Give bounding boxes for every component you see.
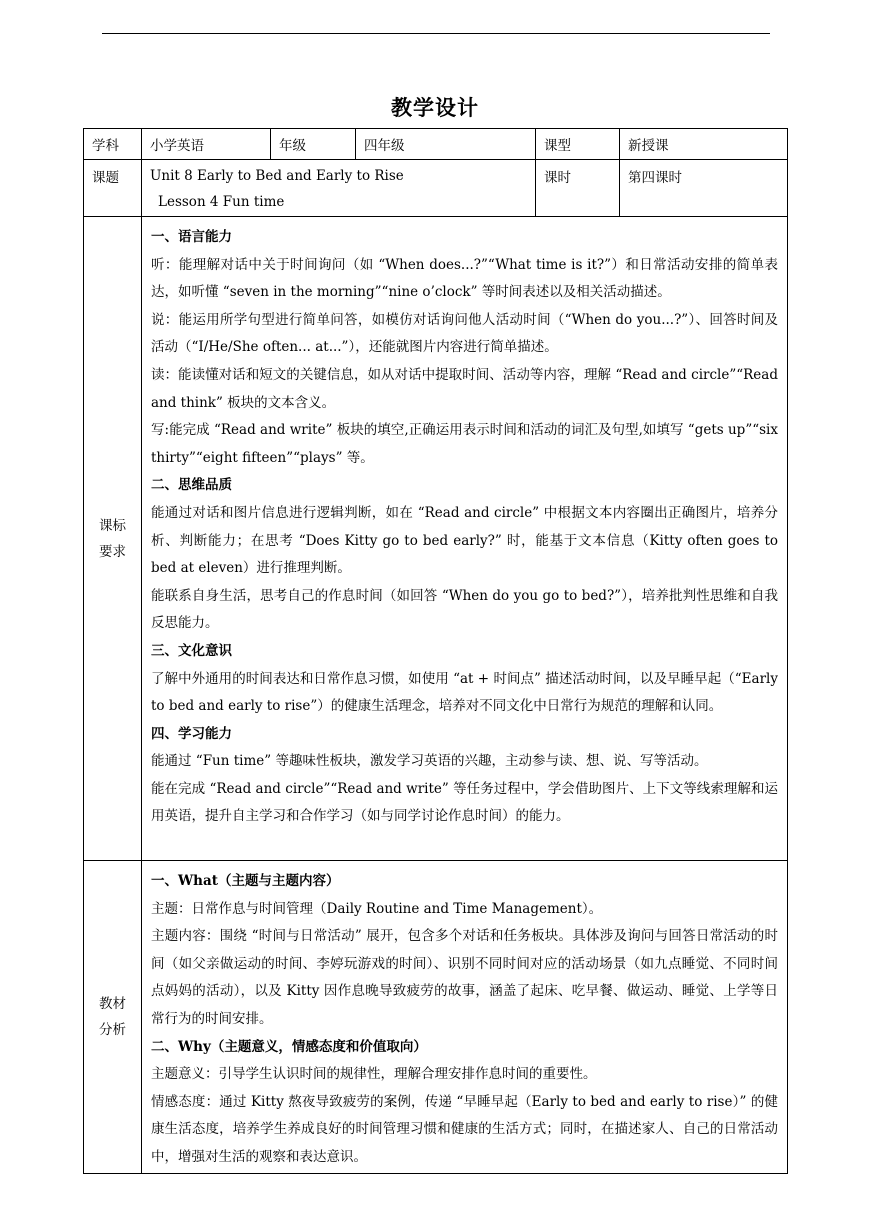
unit-title: Unit 8 Early to Bed and Early to Rise [150,168,404,184]
goals-section-heading: 一、语言能力 [151,229,232,245]
topic-label-cell [84,160,142,217]
analysis-paragraph: 主题意义：引导学生认识时间的规律性，理解合理安排作息时间的重要性。 [151,1066,597,1083]
analysis-section-heading: 一、What（主题与主题内容） [151,873,340,889]
goals-section-heading: 四、学习能力 [151,725,232,742]
lesson-plan-table [83,128,788,1174]
analysis-paragraph: 主题内容：围绕 “时间与日常活动” 展开，包含多个对话和任务板块。具体涉及询问与回答日常活动的时间（如父亲做运动的时间、李婷玩游戏的时间）、识别不同时间对应的活动场景（如九点睡觉、不同时间点妈妈的活动），以及 Kitty 因作息晚导致疲劳的故事，涵盖了起床、吃早餐、做运动、睡觉、上学等日常行为的时间安排。 [151,928,778,1027]
goals-section-heading: 三、文化意识 [151,642,232,659]
analysis-content [142,861,788,1174]
goals-paragraph: 说：能运用所学句型进行简单问答，如模仿对话询问他人活动时间（“When do you...?”）、回答时间及活动（“I/He/She often... at...”），还能就图片内容进行简单描述。 [151,311,778,356]
period-value-cell [620,160,788,217]
subject-label-cell [84,129,142,160]
subject-value-cell [142,129,271,160]
grade-value-cell [356,129,536,160]
subject-value: 小学英语 [150,138,204,154]
analysis-label-line1: 教材 [99,996,126,1012]
header-rule [102,33,770,34]
goals-paragraph: 读：能读懂对话和短文的关键信息，如从对话中提取时间、活动等内容，理解 “Read and circle”“Read and think” 板块的文本含义。 [151,366,778,411]
grade-label: 年级 [279,138,306,154]
goals-paragraph: 能在完成 “Read and circle”“Read and write” 等任务过程中，学会借助图片、上下文等线索理解和运用英语，提升自主学习和合作学习（如与同学讨论作息时间）的能力。 [151,780,778,825]
goals-row [84,217,788,861]
goals-content [142,217,788,861]
type-label: 课型 [544,138,571,154]
lesson-title: Lesson 4 Fun time [158,194,285,210]
goals-label-line1: 课标 [99,517,126,534]
goals-paragraph: 能联系自身生活，思考自己的作息时间（如回答 “When do you go to bed?”），培养批判性思维和自我反思能力。 [151,587,778,632]
subject-label: 学科 [92,138,119,154]
type-label-cell [536,129,620,160]
period-label: 课时 [544,170,571,186]
goals-label-cell [84,217,142,861]
goals-paragraph: 能通过 “Fun time” 等趣味性板块，激发学习英语的兴趣，主动参与读、想、说、写等活动。 [151,753,708,770]
analysis-row [84,861,788,1174]
goals-section-heading: 二、思维品质 [151,477,232,494]
goals-paragraph: 听：能理解对话中关于时间询问（如 “When does...?”“What time is it?”）和日常活动安排的简单表达，如听懂 “seven in the morning”“nine o’clock” 等时间表述以及相关活动描述。 [151,256,778,301]
grade-value: 四年级 [364,138,405,154]
analysis-paragraph: 情感态度：通过 Kitty 熬夜导致疲劳的案例，传递 “早睡早起（Early to bed and early to rise）” 的健康生活态度，培养学生养成良好的时间管理习惯和健康的生活方式；同时，在描述家人、自己的日常活动中，增强对生活的观察和表达意识。 [151,1093,778,1165]
goals-label-line2: 要求 [99,543,126,560]
header-row [84,129,788,160]
course-row [84,160,788,217]
document-title: 教学设计 [391,95,479,120]
analysis-label-line2: 分析 [99,1022,126,1038]
analysis-label-cell [84,861,142,1174]
topic-label: 课题 [92,170,119,186]
goals-paragraph: 了解中外通用的时间表达和日常作息习惯，如使用 “at + 时间点” 描述活动时间，以及早睡早起（“Early to bed and early to rise”）的健康生活理念，培养对不同文化中日常行为规范的理解和认同。 [151,670,778,715]
grade-label-cell [271,129,356,160]
type-value: 新授课 [628,138,669,154]
analysis-section-heading: 二、Why（主题意义，情感态度和价值取向） [151,1038,427,1055]
goals-paragraph: 写:能完成 “Read and write” 板块的填空,正确运用表示时间和活动的词汇及句型,如填写 “gets up”“six thirty”“eight fifteen”“plays” 等。 [151,422,778,466]
goals-paragraph: 能通过对话和图片信息进行逻辑判断，如在 “Read and circle” 中根据文本内容圈出正确图片，培养分析、判断能力；在思考 “Does Kitty go to bed early?” 时，能基于文本信息（Kitty often goes to bed at eleven）进行推理判断。 [151,504,778,577]
period-value: 第四课时 [628,170,682,186]
period-label-cell [536,160,620,217]
type-value-cell [620,129,788,160]
analysis-paragraph: 主题：日常作息与时间管理（Daily Routine and Time Management）。 [151,900,603,917]
topic-value-cell [142,160,536,217]
